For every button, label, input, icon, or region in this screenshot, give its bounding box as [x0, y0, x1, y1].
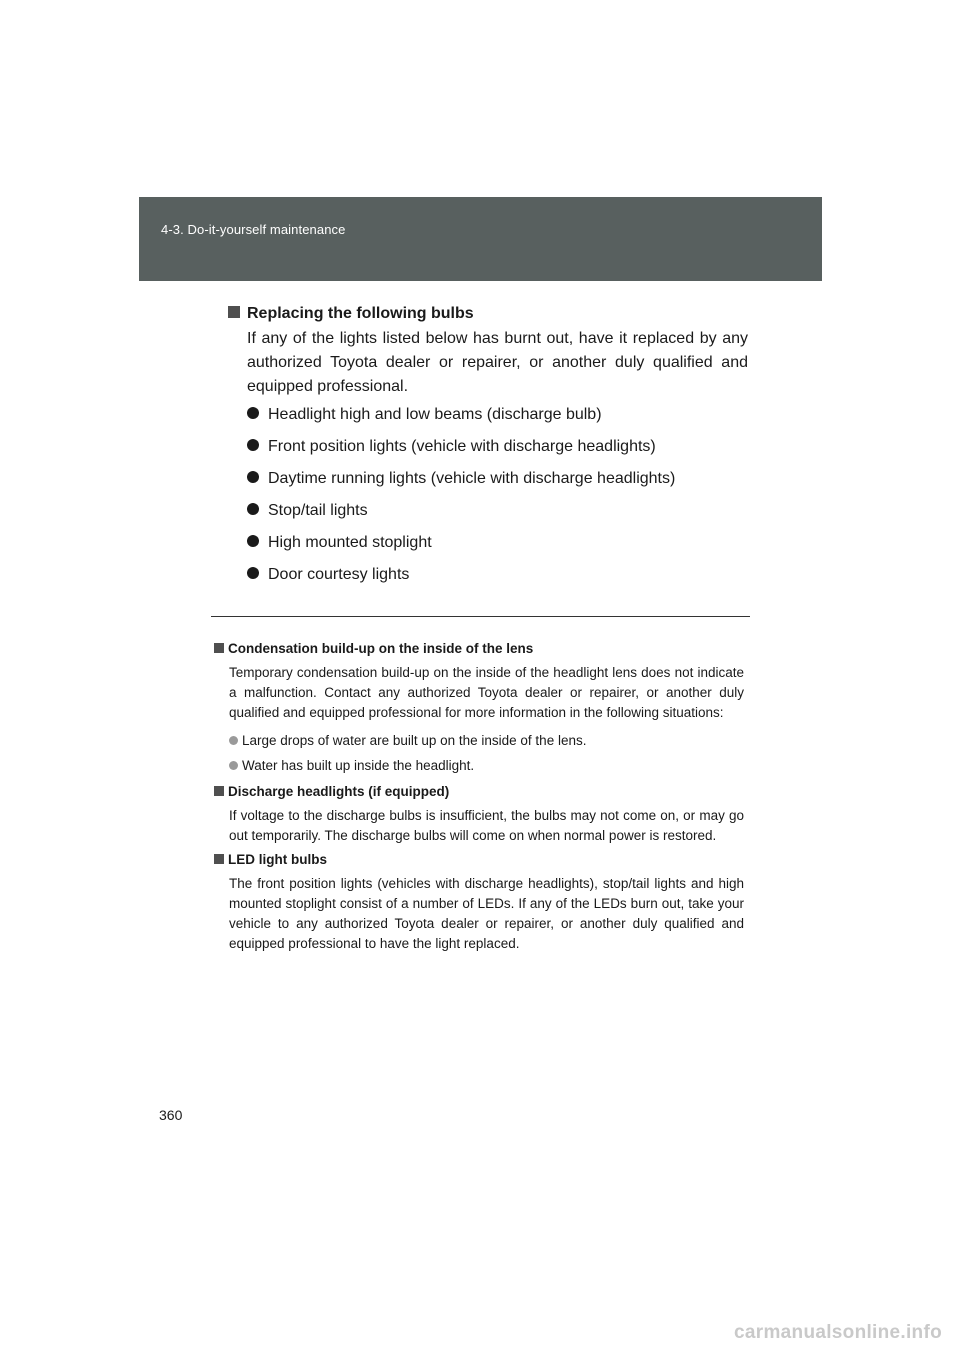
list-item	[229, 728, 744, 753]
condensation-paragraph: Temporary condensation build-up on the inside of the headlight lens does not indicate a malfunction. Contact any authorized Toyota dealer or repairer, or another duly qualified and equipped professional for more information in the following situations:	[229, 665, 744, 720]
list-item	[247, 495, 748, 527]
list-item-text: Daytime running lights (vehicle with discharge headlights)	[268, 470, 676, 487]
condensation-heading-text: Condensation build-up on the inside of the lens	[228, 641, 534, 656]
list-item	[247, 559, 748, 591]
replacing-bulbs-heading	[228, 303, 748, 325]
led-heading	[214, 850, 744, 869]
notes-section	[214, 635, 744, 954]
square-bullet-icon	[214, 854, 224, 864]
circle-bullet-icon	[247, 567, 259, 579]
led-heading-text: LED light bulbs	[228, 852, 327, 867]
watermark: carmanualsonline.info	[734, 1322, 942, 1343]
section-divider	[211, 616, 750, 617]
page-number: 360	[159, 1107, 183, 1123]
discharge-heading	[214, 782, 744, 801]
discharge-paragraph: If voltage to the discharge bulbs is insufficient, the bulbs may not come on, or may go out temporarily. The discharge bulbs will come on when normal power is restored.	[229, 808, 744, 843]
square-bullet-icon	[228, 306, 240, 318]
circle-bullet-icon	[247, 503, 259, 515]
circle-bullet-icon	[229, 736, 238, 745]
condensation-heading	[214, 639, 744, 658]
list-item	[229, 753, 744, 778]
replacing-bulbs-paragraph: If any of the lights listed below has burnt out, have it replaced by any authorized Toyota dealer or repairer, or another duly qualified and equipped professional.	[247, 330, 748, 395]
list-item	[247, 399, 748, 431]
list-item-text: Large drops of water are built up on the inside of the lens.	[242, 733, 587, 748]
circle-bullet-icon	[229, 761, 238, 770]
replacing-bulbs-heading-text: Replacing the following bulbs	[247, 305, 474, 322]
discharge-heading-text: Discharge headlights (if equipped)	[228, 784, 450, 799]
list-item-text: High mounted stoplight	[268, 534, 432, 551]
circle-bullet-icon	[247, 471, 259, 483]
list-item-text: Headlight high and low beams (discharge bulb)	[268, 406, 602, 423]
circle-bullet-icon	[247, 439, 259, 451]
circle-bullet-icon	[247, 535, 259, 547]
condensation-list	[214, 728, 744, 778]
main-content	[228, 303, 748, 591]
section-header-band	[139, 197, 822, 281]
square-bullet-icon	[214, 786, 224, 796]
list-item-text: Stop/tail lights	[268, 502, 368, 519]
list-item-text: Water has built up inside the headlight.	[242, 758, 475, 773]
list-item-text: Front position lights (vehicle with discharge headlights)	[268, 438, 656, 455]
list-item	[247, 463, 748, 495]
section-title: 4-3. Do-it-yourself maintenance	[161, 222, 346, 237]
list-item	[247, 431, 748, 463]
list-item	[247, 527, 748, 559]
led-paragraph: The front position lights (vehicles with discharge headlights), stop/tail lights and high mounted stoplight consist of a number of LEDs. If any of the LEDs burn out, take your vehicle to any authorized Toyota dealer or repairer, or another duly qualified and equipped professional to have the light replaced.	[229, 876, 744, 951]
bulb-list	[228, 399, 748, 591]
circle-bullet-icon	[247, 407, 259, 419]
square-bullet-icon	[214, 643, 224, 653]
list-item-text: Door courtesy lights	[268, 566, 410, 583]
